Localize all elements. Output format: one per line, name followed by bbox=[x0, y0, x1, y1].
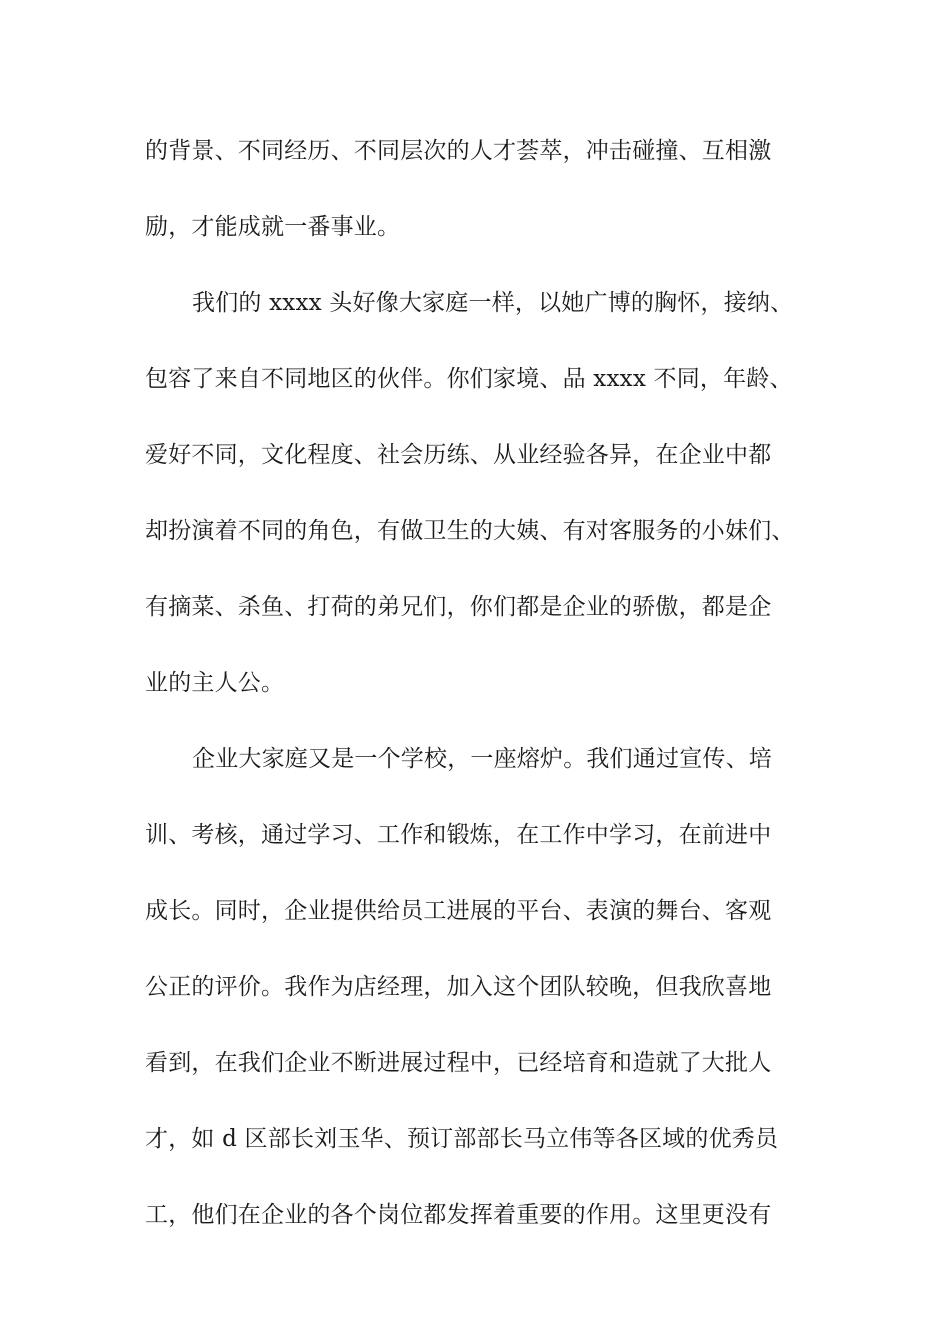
text-line: 却扮演着不同的角色，有做卫生的大姨、有对客服务的小妹们、 bbox=[145, 518, 795, 544]
text-line: 训、考核，通过学习、工作和锻炼，在工作中学习，在前进中 bbox=[145, 822, 772, 848]
text-line: 有摘菜、杀鱼、打荷的弟兄们，你们都是企业的骄傲，都是企 bbox=[145, 594, 772, 620]
text-line: 才，如 d 区部长刘玉华、预订部部长马立伟等各区域的优秀员 bbox=[145, 1126, 779, 1152]
text-line: 成长。同时，企业提供给员工进展的平台、表演的舞台、客观 bbox=[145, 898, 772, 924]
body-text bbox=[145, 128, 835, 1268]
text-line: 公正的评价。我作为店经理，加入这个团队较晚，但我欣喜地 bbox=[145, 974, 772, 1000]
text-line: 工，他们在企业的各个岗位都发挥着重要的作用。这里更没有 bbox=[145, 1202, 772, 1228]
text-line: 包容了来自不同地区的伙伴。你们家境、品 xxxx 不同，年龄、 bbox=[145, 366, 793, 392]
text-line: 励，才能成就一番事业。 bbox=[145, 214, 401, 240]
text-line: 业的主人公。 bbox=[145, 670, 285, 696]
text-line: 爱好不同，文化程度、社会历练、从业经验各异，在企业中都 bbox=[145, 442, 772, 468]
paragraph-start-line: 企业大家庭又是一个学校，一座熔炉。我们通过宣传、培 bbox=[192, 746, 772, 772]
paragraph-start-line: 我们的 xxxx 头好像大家庭一样，以她广博的胸怀，接纳、 bbox=[192, 290, 794, 316]
text-line: 的背景、不同经历、不同层次的人才荟萃，冲击碰撞、互相激 bbox=[145, 138, 772, 164]
text-line: 看到，在我们企业不断进展过程中，已经培育和造就了大批人 bbox=[145, 1050, 772, 1076]
